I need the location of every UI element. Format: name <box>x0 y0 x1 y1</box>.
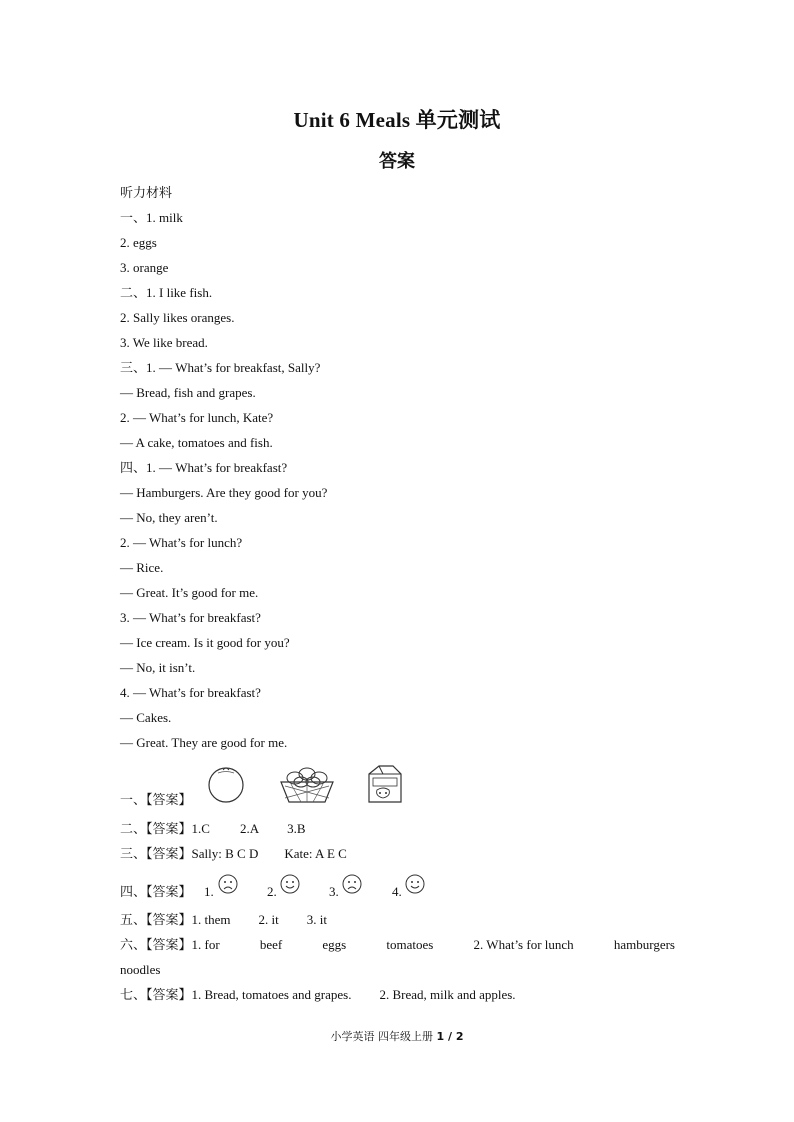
listening-line: 3. — What’s for breakfast? <box>120 610 261 625</box>
answer-prefix: 七、【答案】 <box>120 987 192 1002</box>
listening-line: 一、1. milk <box>120 210 183 225</box>
answer-prefix: 二、【答案】 <box>120 821 192 836</box>
answer-item: 2. Bread, milk and apples. <box>379 987 516 1002</box>
page-number: 1 / 2 <box>436 1030 464 1043</box>
answer-item: beef <box>259 937 283 952</box>
answer-q4 <box>120 884 192 900</box>
answer-item: Sally: B C D <box>191 846 259 861</box>
face-label: 2. <box>267 884 277 899</box>
listening-line: — No, they aren’t. <box>120 510 218 525</box>
listening-line: — Great. It’s good for me. <box>120 585 259 600</box>
answer-item: 3.B <box>287 821 306 836</box>
listening-line: — Bread, fish and grapes. <box>120 385 256 400</box>
listening-line: 四、1. — What’s for breakfast? <box>120 460 288 475</box>
listening-line: 二、1. I like fish. <box>120 285 213 300</box>
answer-item: tomatoes <box>386 937 434 952</box>
answer-q7 <box>120 987 516 1003</box>
answer-item: 2. it <box>258 912 279 927</box>
listening-heading: 听力材料 <box>120 185 173 200</box>
answer-q6 <box>120 937 675 953</box>
answer-item: 1. them <box>191 912 231 927</box>
listening-line: 2. — What’s for lunch? <box>120 535 243 550</box>
answer-prefix: 三、【答案】 <box>120 846 192 861</box>
answer-item: 1.C <box>191 821 210 836</box>
answer-q6-wrap: noodles <box>120 962 161 977</box>
listening-line: — Rice. <box>120 560 164 575</box>
sad-face-icon <box>341 873 363 895</box>
listening-line: 4. — What’s for breakfast? <box>120 685 261 700</box>
answer-item: 3. it <box>306 912 327 927</box>
listening-line: — Hamburgers. Are they good for you? <box>120 485 328 500</box>
answer-item: 1. for <box>191 937 220 952</box>
listening-line: — Cakes. <box>120 710 172 725</box>
answer-q1 <box>120 792 192 808</box>
answer-prefix: 六、【答案】 <box>120 937 192 952</box>
listening-line: — Ice cream. Is it good for you? <box>120 635 290 650</box>
face-label: 4. <box>392 884 402 899</box>
listening-line: 2. Sally likes oranges. <box>120 310 235 325</box>
listening-line: 3. We like bread. <box>120 335 208 350</box>
face-label: 3. <box>329 884 339 899</box>
milk-carton-image <box>363 762 407 806</box>
answer-q5 <box>120 912 327 928</box>
orange-image <box>204 764 248 804</box>
answer-item: hamburgers <box>613 937 675 952</box>
answer-item: 2. What’s for lunch <box>473 937 574 952</box>
answer-item: eggs <box>322 937 347 952</box>
listening-line: 三、1. — What’s for breakfast, Sally? <box>120 360 321 375</box>
answer-item: 1. Bread, tomatoes and grapes. <box>191 987 352 1002</box>
happy-face-icon <box>279 873 301 895</box>
face-label: 1. <box>204 884 214 899</box>
listening-line: — Great. They are good for me. <box>120 735 288 750</box>
eggs-basket-image <box>277 762 337 806</box>
answer-item: 2.A <box>239 821 260 836</box>
page-title: Unit 6 Meals 单元测试 <box>293 108 501 132</box>
answer-item: Kate: A E C <box>284 846 347 861</box>
listening-line: — A cake, tomatoes and fish. <box>120 435 273 450</box>
happy-face-icon <box>404 873 426 895</box>
answer-heading: 答案 <box>379 151 415 171</box>
answer-q2 <box>120 821 306 837</box>
answer-prefix: 四、【答案】 <box>120 884 192 899</box>
answer-prefix-and-item <box>120 937 220 953</box>
listening-line: 3. orange <box>120 260 169 275</box>
answer-q3 <box>120 846 347 862</box>
listening-line: 2. eggs <box>120 235 157 250</box>
footer-text: 小学英语 四年级上册 <box>330 1030 437 1043</box>
listening-line: 2. — What’s for lunch, Kate? <box>120 410 274 425</box>
listening-line: — No, it isn’t. <box>120 660 196 675</box>
sad-face-icon <box>217 873 239 895</box>
answer-prefix: 一、【答案】 <box>120 792 192 807</box>
answer-prefix: 五、【答案】 <box>120 912 192 927</box>
page-footer <box>0 1028 794 1044</box>
